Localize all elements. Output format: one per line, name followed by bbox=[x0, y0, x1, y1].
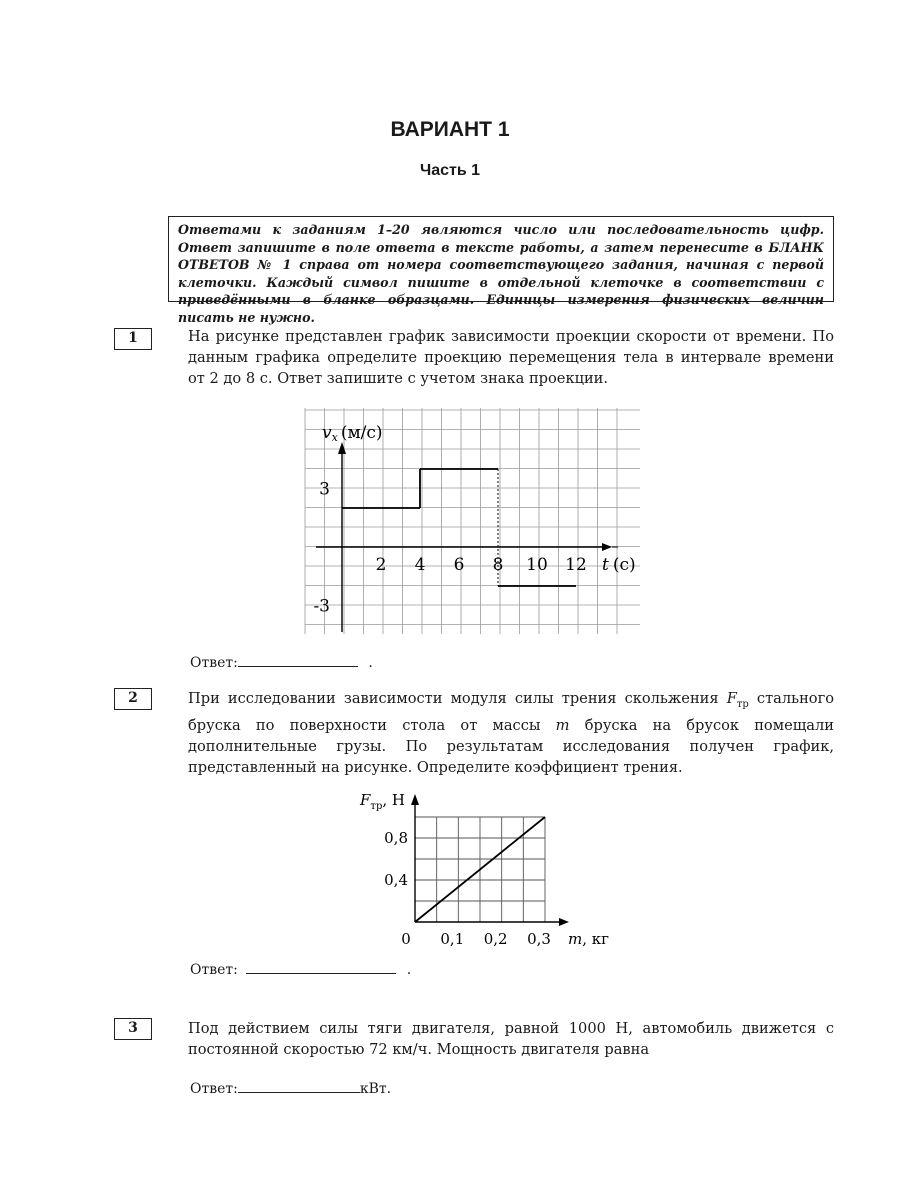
friction-chart bbox=[350, 785, 640, 955]
x-axis-arrow bbox=[559, 918, 569, 926]
task-1-text: На рисунке представлен график зависимости проекции скорости от времени. По данным графика определите проекцию перемещения тела в интервале времени от 2 до 8 с. Ответ запишите с учетом знака проекции. bbox=[188, 328, 834, 387]
instructions-box: Ответами к заданиям 1–20 являются число или последовательность цифр. Ответ запишите в поле ответа в тексте работы, а затем перенесите в БЛАНК ОТВЕТОВ № 1 справа от номера соответствующего задания, начиная с первой клеточки. Каждый символ пишите в отдельной клеточке в соответствии с приведёнными в бланке образцами. Единицы измерения физических величин писать не нужно. bbox=[168, 216, 834, 302]
task-2-answer bbox=[190, 958, 411, 980]
x-tick-label: 0 bbox=[401, 930, 411, 948]
x-axis-arrow bbox=[602, 543, 612, 551]
task-number-1: 1 bbox=[114, 328, 152, 350]
part-title: Часть 1 bbox=[419, 162, 481, 179]
x-tick-label: 4 bbox=[414, 555, 426, 575]
answer-field-1[interactable] bbox=[238, 651, 358, 667]
task-number-2: 2 bbox=[114, 688, 152, 710]
answer-suffix: кВт. bbox=[359, 1081, 392, 1097]
task-3-answer bbox=[190, 1077, 391, 1099]
answer-label: Ответ: bbox=[190, 962, 238, 978]
answer-field-2[interactable] bbox=[246, 958, 396, 974]
x-tick-label: 8 bbox=[492, 555, 504, 575]
x-tick-label: 10 bbox=[526, 555, 548, 575]
answer-suffix: . bbox=[406, 962, 412, 978]
task-3-text: Под действием силы тяги двигателя, равной 1000 Н, автомобиль движется с постоянной скоростью 72 км/ч. Мощность двигателя равна bbox=[188, 1020, 834, 1058]
x-tick-label: 0,3 bbox=[527, 930, 551, 948]
y-tick-label: 0,8 bbox=[384, 829, 408, 847]
y-axis-arrow bbox=[411, 794, 419, 805]
answer-suffix: . bbox=[368, 655, 373, 671]
answer-label: Ответ: bbox=[190, 655, 238, 671]
answer-field-3[interactable] bbox=[238, 1077, 360, 1093]
y-tick-label: 3 bbox=[319, 479, 330, 500]
task-number-3: 3 bbox=[114, 1018, 152, 1040]
chart-tick-labels bbox=[384, 829, 551, 948]
velocity-chart bbox=[300, 400, 645, 640]
x-tick-label: 2 bbox=[375, 555, 387, 575]
task-2-text: При исследовании зависимости модуля силы трения скольжения $F_{тр}$ стального бруска по поверхности стола от массы m бруска на брусок помещали дополнительные грузы. По результатам исследования получен график, представленный на рисунке. Определите коэффициент трения. bbox=[188, 690, 835, 776]
x-tick-label: 12 bbox=[565, 555, 587, 575]
x-tick-label: 6 bbox=[453, 555, 465, 575]
chart-axes bbox=[316, 442, 612, 632]
page-title: ВАРИАНТ 1 bbox=[390, 118, 510, 141]
y-tick-label: 0,4 bbox=[384, 871, 408, 889]
x-axis-label: m, кг bbox=[568, 930, 610, 948]
answer-label: Ответ: bbox=[190, 1081, 238, 1097]
x-tick-label: 0,2 bbox=[483, 930, 508, 948]
y-axis-arrow bbox=[338, 442, 346, 454]
x-tick-label: 0,1 bbox=[440, 930, 465, 948]
chart-tick-labels bbox=[313, 480, 586, 617]
y-axis-label: vx (м/с) bbox=[322, 423, 383, 444]
task-1-answer bbox=[190, 651, 373, 673]
y-tick-label: -3 bbox=[313, 596, 330, 617]
y-axis-label: $F_{тр}$, Н bbox=[360, 791, 405, 812]
x-axis-label: t (с) bbox=[602, 555, 636, 575]
